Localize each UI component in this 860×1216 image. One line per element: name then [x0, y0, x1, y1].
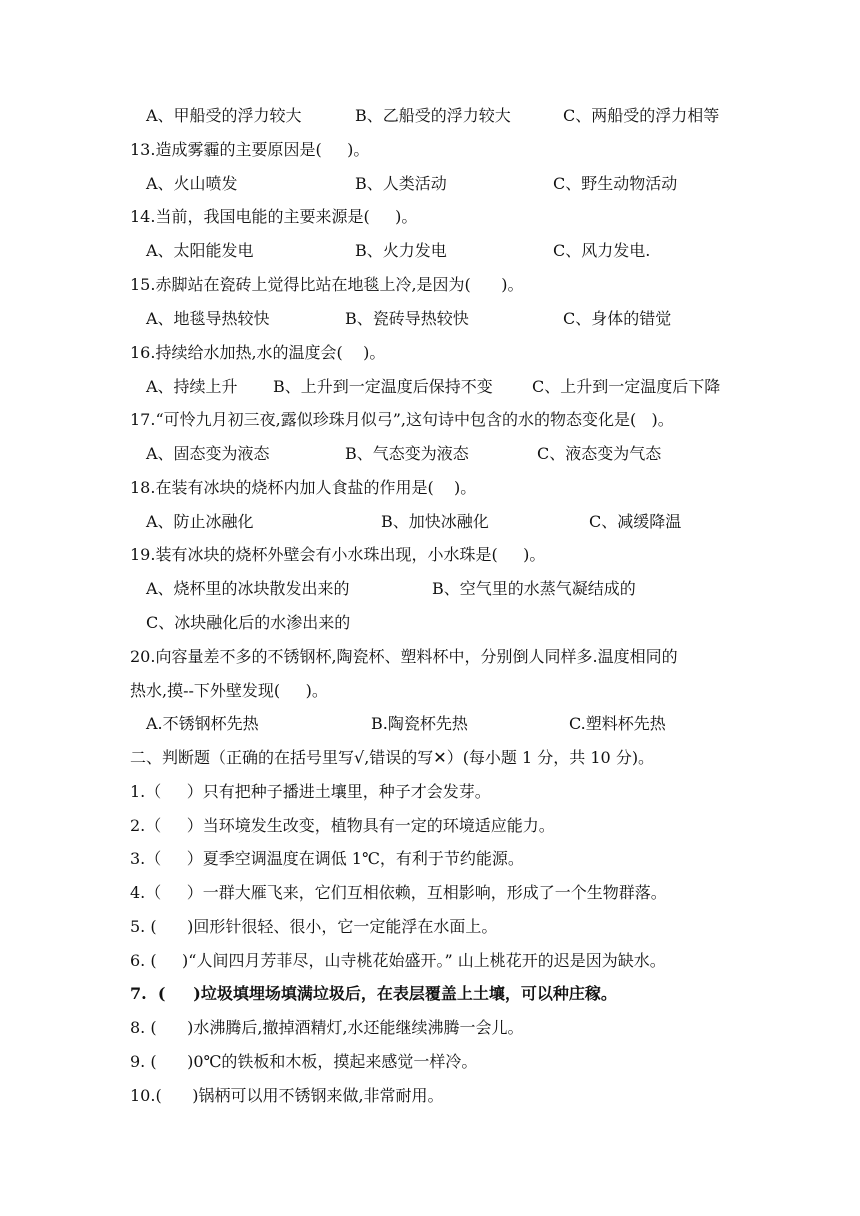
- q20-stem-line1: 20.向容量差不多的不锈钢杯,陶瓷杯、塑料杯中，分别倒人同样多.温度相同的: [130, 647, 678, 666]
- q19-option-c: C、冰块融化后的水渗出来的: [146, 613, 351, 632]
- q16-option-b: B、上升到一定温度后保持不变: [273, 377, 493, 396]
- q13-stem: 13.造成雾霾的主要原因是( )。: [130, 140, 370, 159]
- judgment-item-3: 3.（ ）夏季空调温度在调低 1℃，有利于节约能源。: [130, 849, 524, 868]
- q17-option-b: B、气态变为液态: [345, 444, 469, 463]
- section2-title: 二、判断题（正确的在括号里写√,错误的写✕）(每小题 1 分，共 10 分)。: [130, 748, 655, 767]
- q14-stem: 14.当前，我国电能的主要来源是( )。: [130, 207, 418, 226]
- q16-option-c: C、上升到一定温度后下降: [532, 377, 721, 396]
- q13-option-b: B、人类活动: [355, 174, 447, 193]
- judgment-item-2: 2.（ ）当环境发生改变，植物具有一定的环境适应能力。: [130, 816, 555, 835]
- q14-option-b: B、火力发电: [355, 241, 447, 260]
- judgment-item-1: 1.（ ）只有把种子播进土壤里，种子才会发芽。: [130, 782, 491, 801]
- q20-stem-line2: 热水,摸--下外壁发现( )。: [130, 681, 328, 700]
- q15-option-a: A、地毯导热较快: [146, 309, 270, 328]
- q18-stem: 18.在装有冰块的烧杯内加人食盐的作用是( )。: [130, 478, 477, 497]
- q18-option-b: B、加快冰融化: [381, 512, 489, 531]
- q14-option-c: C、风力发电.: [553, 241, 651, 260]
- judgment-item-6: 6. ( )“人间四月芳菲尽，山寺桃花始盛开。” 山上桃花开的迟是因为缺水。: [130, 951, 666, 970]
- q14-option-a: A、太阳能发电: [146, 241, 254, 260]
- q13-option-c: C、野生动物活动: [553, 174, 678, 193]
- q12-option-a: A、甲船受的浮力较大: [146, 106, 302, 125]
- q20-option-c: C.塑料杯先热: [569, 714, 666, 733]
- q15-option-c: C、身体的错觉: [563, 309, 672, 328]
- q16-stem: 16.持续给水加热,水的温度会( )。: [130, 343, 386, 362]
- judgment-item-9: 9. ( )0℃的铁板和木板，摸起来感觉一样冷。: [130, 1052, 478, 1071]
- q17-stem: 17.“可怜九月初三夜,露似珍珠月似弓”,这句诗中包含的水的物态变化是( )。: [130, 410, 674, 429]
- q19-stem: 19.装有冰块的烧杯外壁会有小水珠出现，小水珠是( )。: [130, 545, 546, 564]
- q16-option-a: A、持续上升: [146, 377, 238, 396]
- q17-option-a: A、固态变为液态: [146, 444, 270, 463]
- q13-option-a: A、火山喷发: [146, 174, 238, 193]
- judgment-item-5: 5. ( )回形针很轻、很小，它一定能浮在水面上。: [130, 917, 498, 936]
- q20-option-b: B.陶瓷杯先热: [371, 714, 468, 733]
- judgment-item-10: 10.( )锅柄可以用不锈钢来做,非常耐用。: [130, 1086, 444, 1105]
- judgment-item-7: 7. ( )垃圾填埋场填满垃圾后，在表层覆盖上土壤，可以种庄稼。: [130, 984, 617, 1003]
- q12-option-b: B、乙船受的浮力较大: [355, 106, 511, 125]
- judgment-item-4: 4.（ ）一群大雁飞来，它们互相依赖，互相影响，形成了一个生物群落。: [130, 883, 667, 902]
- q18-option-a: A、防止冰融化: [146, 512, 254, 531]
- q19-option-a: A、烧杯里的冰块散发出来的: [146, 579, 350, 598]
- q20-option-a: A.不锈钢杯先热: [146, 714, 259, 733]
- q19-option-b: B、空气里的水蒸气凝结成的: [432, 579, 636, 598]
- q15-option-b: B、瓷砖导热较快: [345, 309, 469, 328]
- q15-stem: 15.赤脚站在瓷砖上觉得比站在地毯上冷,是因为( )。: [130, 275, 524, 294]
- q12-option-c: C、两船受的浮力相等: [563, 106, 720, 125]
- judgment-item-8: 8. ( )水沸腾后,撤掉酒精灯,水还能继续沸腾一会儿。: [130, 1018, 524, 1037]
- q18-option-c: C、减缓降温: [589, 512, 682, 531]
- q17-option-c: C、液态变为气态: [537, 444, 662, 463]
